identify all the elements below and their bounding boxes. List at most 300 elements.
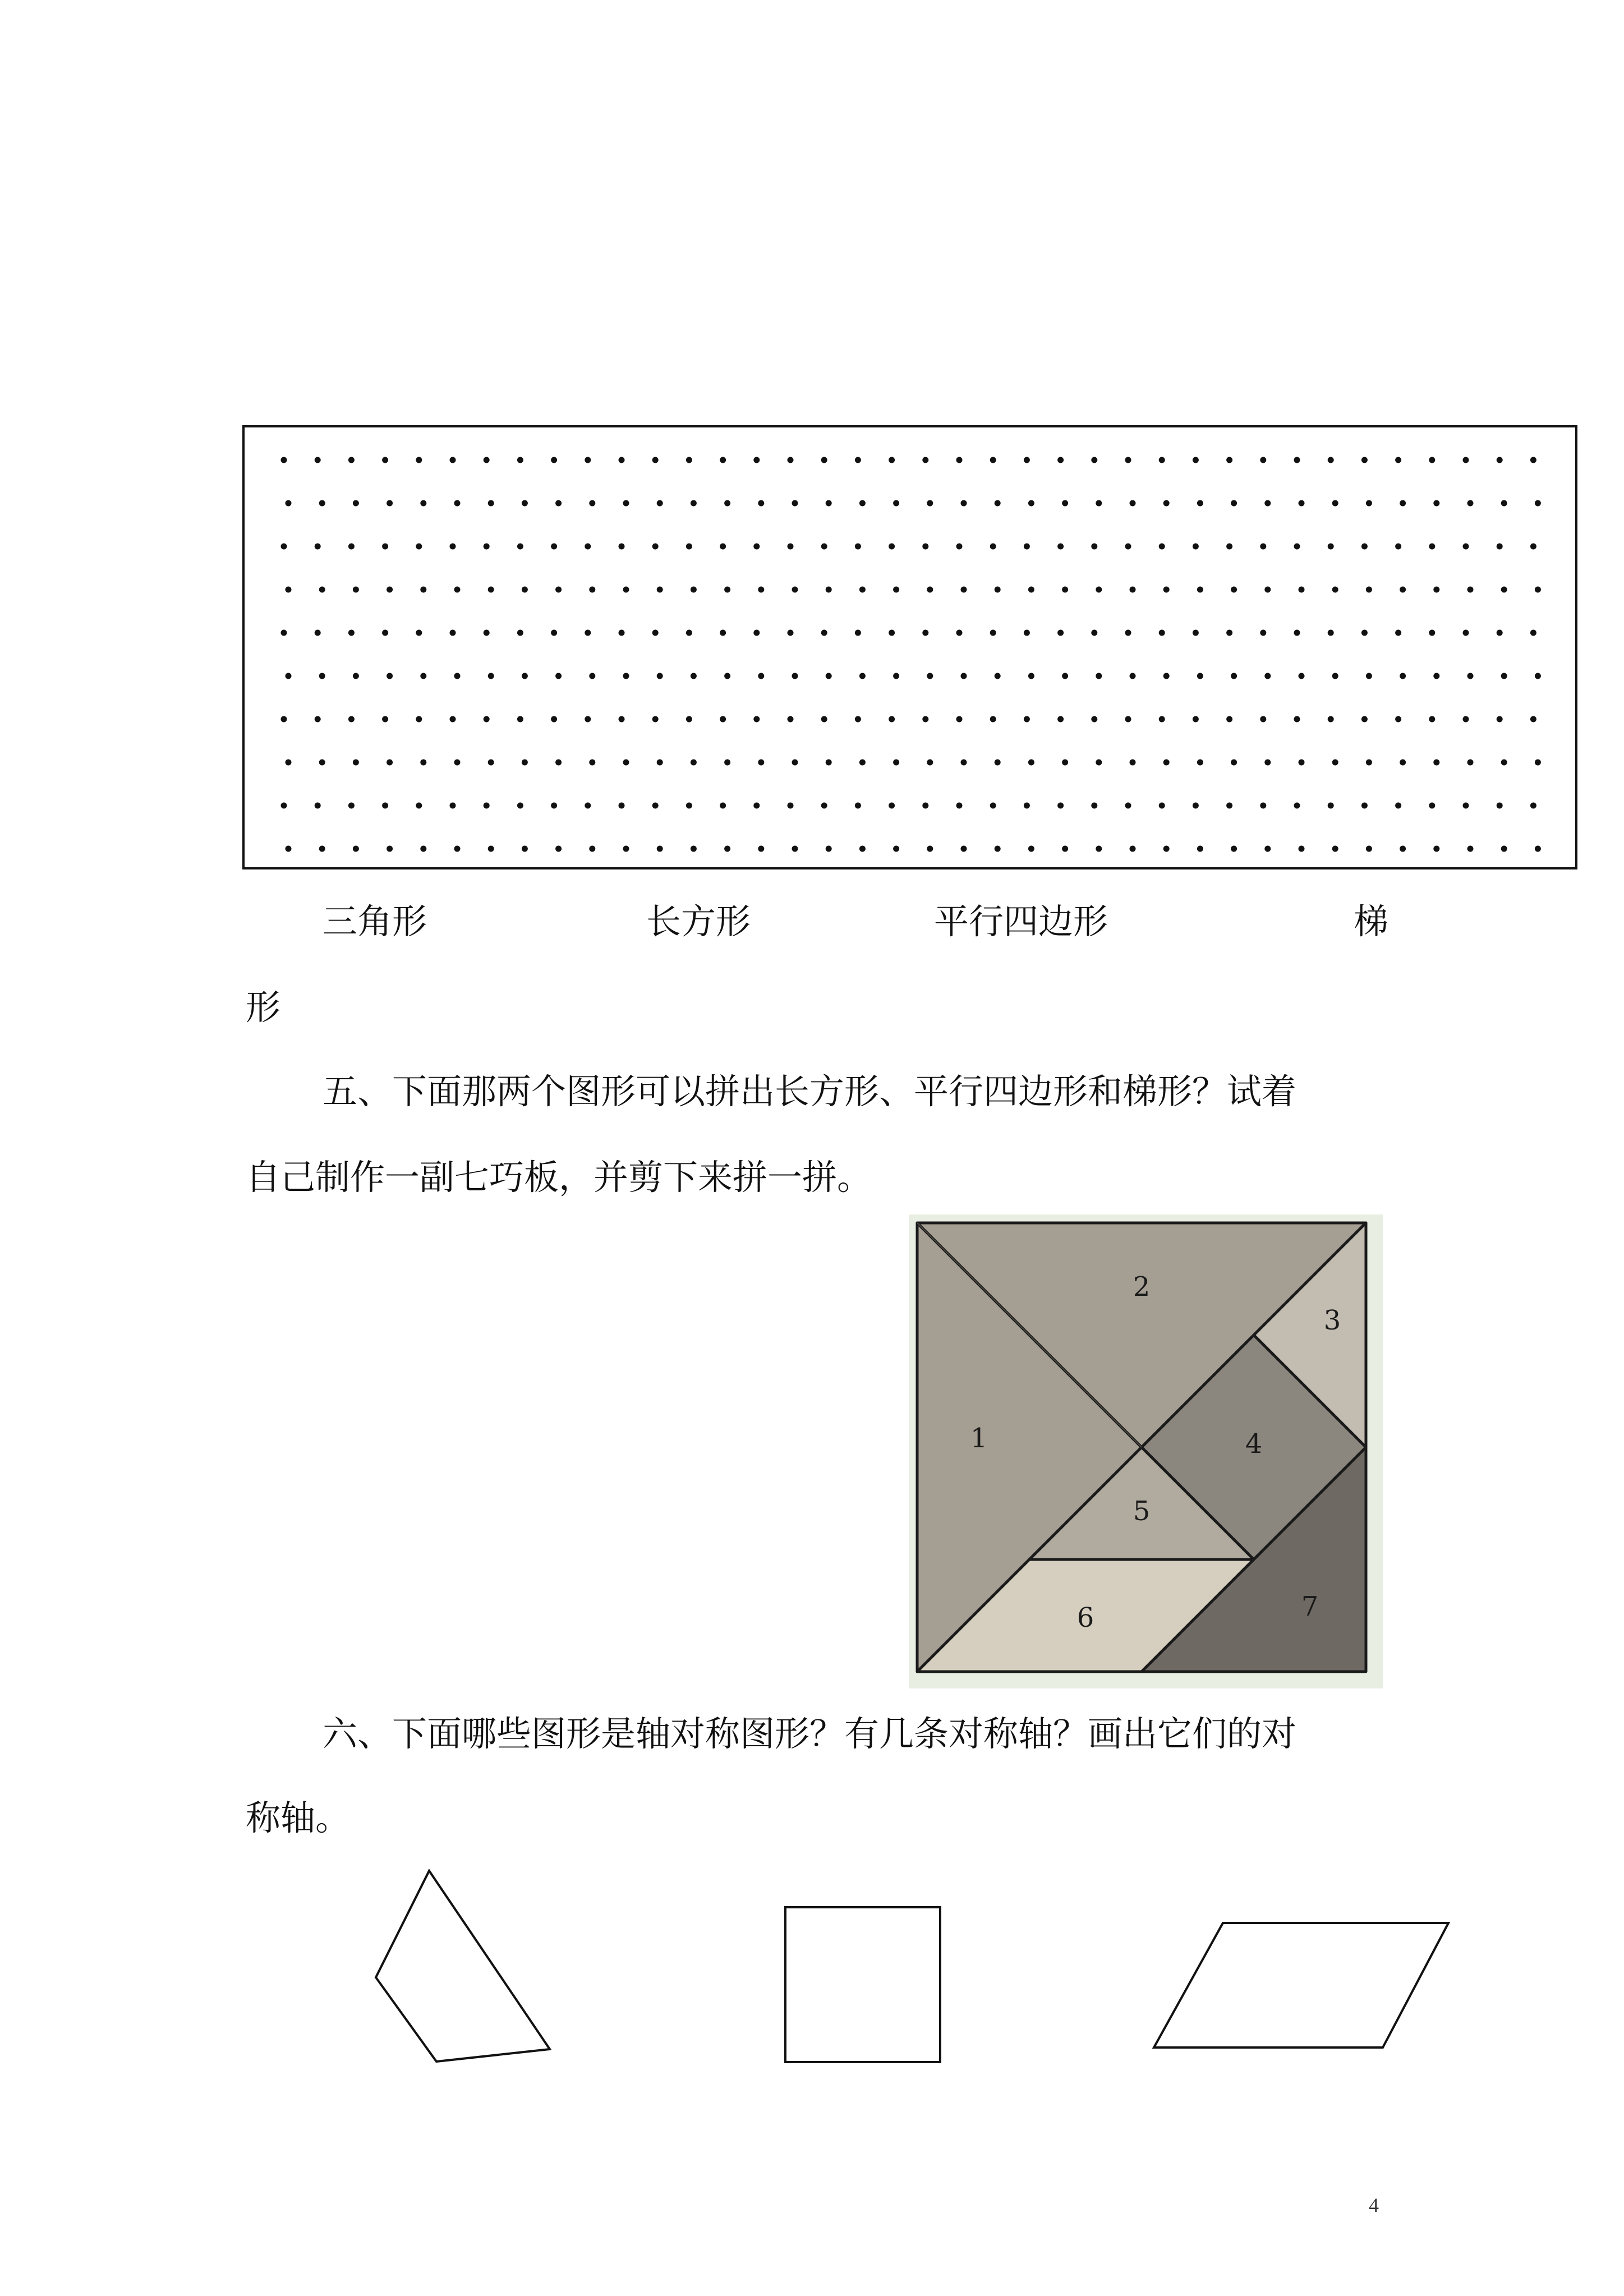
grid-dot — [758, 500, 764, 507]
grid-dot — [657, 760, 663, 766]
grid-dot — [1226, 457, 1232, 463]
grid-dot — [1057, 630, 1064, 636]
grid-dot — [1028, 673, 1034, 679]
grid-dot — [1328, 803, 1334, 809]
grid-dot — [1535, 587, 1541, 593]
grid-dot — [416, 544, 422, 550]
grid-dot — [416, 457, 422, 463]
grid-dot — [623, 846, 629, 852]
grid-dot — [893, 760, 899, 766]
grid-dot — [1231, 587, 1237, 593]
grid-dot — [753, 630, 760, 636]
grid-dot — [758, 587, 764, 593]
grid-dot — [724, 673, 730, 679]
grid-dot — [720, 803, 726, 809]
grid-dot — [1294, 716, 1300, 723]
grid-dot — [859, 587, 866, 593]
grid-dot — [1260, 803, 1266, 809]
grid-dot — [652, 544, 659, 550]
grid-dot — [585, 457, 591, 463]
grid-dot — [522, 760, 528, 766]
grid-dot — [1130, 673, 1136, 679]
grid-dot — [551, 630, 557, 636]
grid-dot — [1226, 716, 1232, 723]
grid-dot — [420, 587, 426, 593]
grid-dot — [1264, 673, 1271, 679]
grid-dot — [1096, 587, 1102, 593]
tangram-label-1: 1 — [970, 1423, 988, 1454]
grid-dot — [1062, 846, 1068, 852]
grid-dot — [1294, 457, 1300, 463]
grid-dot — [450, 630, 456, 636]
grid-dot — [585, 544, 591, 550]
grid-dot — [1429, 630, 1435, 636]
dot-grid-drawing-area[interactable] — [242, 425, 1577, 869]
grid-dot — [1535, 760, 1541, 766]
grid-dot — [652, 803, 659, 809]
grid-dot — [1400, 673, 1406, 679]
grid-dot — [956, 457, 963, 463]
grid-dot — [1130, 846, 1136, 852]
grid-dot — [1096, 760, 1102, 766]
grid-dot — [1163, 760, 1170, 766]
grid-dot — [286, 846, 292, 852]
section6-line1: 六、下面哪些图形是轴对称图形？有几条对称轴？画出它们的对 — [323, 1713, 1297, 1754]
grid-dot — [1429, 544, 1435, 550]
grid-dot — [1024, 630, 1030, 636]
grid-dot — [1231, 500, 1237, 507]
grid-dot — [387, 673, 393, 679]
grid-dot — [522, 846, 528, 852]
grid-dot — [1231, 760, 1237, 766]
grid-dot — [1260, 716, 1266, 723]
grid-dot — [788, 457, 794, 463]
grid-dot — [522, 587, 528, 593]
grid-dot — [1395, 457, 1401, 463]
grid-dot — [348, 544, 355, 550]
grid-dot — [1096, 673, 1102, 679]
grid-dot — [1130, 587, 1136, 593]
grid-dot — [995, 760, 1001, 766]
grid-dot — [1024, 803, 1030, 809]
grid-dot — [1260, 630, 1266, 636]
grid-dot — [319, 760, 325, 766]
grid-dot — [484, 803, 490, 809]
label-parallelogram: 平行四边形 — [934, 901, 1108, 942]
grid-dot — [1294, 630, 1300, 636]
grid-dot — [1395, 716, 1401, 723]
grid-dot — [484, 630, 490, 636]
grid-dot — [859, 673, 866, 679]
grid-dot — [1467, 673, 1474, 679]
grid-dot — [1024, 716, 1030, 723]
grid-dot — [416, 716, 422, 723]
grid-dot — [555, 760, 562, 766]
grid-dot — [753, 803, 760, 809]
grid-dot — [382, 803, 388, 809]
grid-dot — [1332, 500, 1338, 507]
grid-dot — [1366, 760, 1372, 766]
grid-dot — [1024, 544, 1030, 550]
kite-quadrilateral-shape[interactable] — [376, 1871, 550, 2062]
tangram-figure — [909, 1214, 1383, 1688]
grid-dot — [1332, 673, 1338, 679]
grid-dot — [855, 457, 861, 463]
grid-dot — [855, 544, 861, 550]
grid-dot — [286, 500, 292, 507]
grid-dot — [1264, 846, 1271, 852]
grid-dot — [720, 716, 726, 723]
grid-dot — [1433, 846, 1439, 852]
grid-dot — [1226, 803, 1232, 809]
grid-dot — [454, 673, 461, 679]
grid-dot — [387, 846, 393, 852]
grid-dot — [1057, 803, 1064, 809]
grid-dot — [1163, 673, 1170, 679]
grid-dot — [1395, 544, 1401, 550]
grid-dot — [353, 500, 359, 507]
grid-dot — [623, 760, 629, 766]
grid-dot — [315, 630, 321, 636]
grid-dot — [1130, 500, 1136, 507]
grid-dot — [686, 544, 692, 550]
grid-dot — [1231, 846, 1237, 852]
grid-dot — [619, 457, 625, 463]
grid-dot — [315, 544, 321, 550]
grid-dot — [348, 457, 355, 463]
grid-dot — [1028, 760, 1034, 766]
grid-dot — [517, 630, 523, 636]
grid-dot — [821, 544, 827, 550]
grid-dot — [893, 673, 899, 679]
grid-dot — [1497, 630, 1503, 636]
grid-dot — [420, 760, 426, 766]
grid-dot — [522, 500, 528, 507]
grid-dot — [555, 587, 562, 593]
grid-dot — [1433, 587, 1439, 593]
grid-dot — [1361, 544, 1368, 550]
grid-dot — [420, 500, 426, 507]
grid-dot — [1159, 803, 1165, 809]
grid-dot — [652, 630, 659, 636]
grid-dot — [1264, 587, 1271, 593]
grid-dot — [589, 500, 595, 507]
grid-dot — [956, 716, 963, 723]
grid-dot — [889, 457, 895, 463]
grid-dot — [990, 457, 996, 463]
grid-dot — [286, 673, 292, 679]
grid-dot — [1463, 716, 1469, 723]
grid-dot — [686, 457, 692, 463]
grid-dot — [551, 803, 557, 809]
parallelogram-shape[interactable] — [1154, 1923, 1448, 2047]
grid-dot — [551, 544, 557, 550]
grid-dot — [488, 587, 494, 593]
grid-dot — [623, 500, 629, 507]
grid-dot — [956, 630, 963, 636]
grid-dot — [657, 673, 663, 679]
grid-dot — [382, 457, 388, 463]
grid-dot — [522, 673, 528, 679]
grid-dot — [855, 716, 861, 723]
grid-dot — [450, 457, 456, 463]
grid-dot — [348, 716, 355, 723]
grid-dot — [585, 716, 591, 723]
grid-dot — [1366, 500, 1372, 507]
grid-dot — [1463, 457, 1469, 463]
grid-dot — [450, 803, 456, 809]
grid-dot — [792, 500, 798, 507]
grid-dot — [753, 544, 760, 550]
grid-dot — [961, 500, 967, 507]
grid-dot — [657, 846, 663, 852]
grid-dot — [517, 803, 523, 809]
grid-dot — [1463, 544, 1469, 550]
grid-dot — [1497, 457, 1503, 463]
grid-dot — [1057, 544, 1064, 550]
grid-dot — [551, 716, 557, 723]
grid-dot — [387, 500, 393, 507]
grid-dot — [1024, 457, 1030, 463]
grid-dot — [1535, 673, 1541, 679]
grid-dot — [1366, 846, 1372, 852]
grid-dot — [1433, 500, 1439, 507]
grid-dot — [826, 846, 832, 852]
grid-dot — [821, 630, 827, 636]
grid-dot — [1328, 630, 1334, 636]
grid-dot — [686, 630, 692, 636]
symmetry-shapes — [0, 1851, 1624, 2120]
grid-dot — [855, 630, 861, 636]
grid-dot — [922, 803, 928, 809]
grid-dot — [753, 716, 760, 723]
grid-dot — [859, 760, 866, 766]
grid-dot — [788, 630, 794, 636]
square-shape[interactable] — [785, 1907, 940, 2062]
grid-dot — [1096, 500, 1102, 507]
grid-dot — [420, 846, 426, 852]
grid-dot — [319, 587, 325, 593]
grid-dot — [1028, 587, 1034, 593]
grid-dot — [922, 544, 928, 550]
grid-dot — [893, 500, 899, 507]
tangram-label-5: 5 — [1133, 1496, 1151, 1527]
grid-dot — [484, 544, 490, 550]
grid-dot — [758, 760, 764, 766]
grid-dot — [720, 457, 726, 463]
grid-dot — [454, 500, 461, 507]
grid-dot — [724, 760, 730, 766]
grid-dot — [1501, 500, 1507, 507]
grid-dot — [1193, 630, 1199, 636]
grid-dot — [859, 500, 866, 507]
grid-dot — [961, 587, 967, 593]
grid-dot — [1395, 630, 1401, 636]
grid-dot — [1497, 716, 1503, 723]
grid-dot — [855, 803, 861, 809]
grid-dot — [1463, 803, 1469, 809]
label-trapezoid-part2: 形 — [246, 987, 281, 1028]
grid-dot — [995, 673, 1001, 679]
grid-dot — [1433, 673, 1439, 679]
grid-dot — [1429, 716, 1435, 723]
grid-dot — [724, 846, 730, 852]
grid-dot — [859, 846, 866, 852]
grid-dot — [1062, 673, 1068, 679]
grid-dot — [1057, 457, 1064, 463]
tangram-label-7: 7 — [1301, 1591, 1319, 1622]
grid-dot — [792, 587, 798, 593]
grid-dot — [1332, 760, 1338, 766]
grid-dot — [788, 544, 794, 550]
grid-dot — [1163, 846, 1170, 852]
grid-dot — [488, 500, 494, 507]
grid-dot — [1057, 716, 1064, 723]
grid-dot — [619, 716, 625, 723]
grid-dot — [792, 846, 798, 852]
grid-dot — [319, 846, 325, 852]
grid-dot — [927, 500, 933, 507]
grid-dot — [420, 673, 426, 679]
grid-dot — [922, 457, 928, 463]
grid-dot — [619, 803, 625, 809]
grid-dot — [1294, 544, 1300, 550]
grid-dot — [961, 760, 967, 766]
grid-dot — [1361, 716, 1368, 723]
grid-dot — [1429, 457, 1435, 463]
grid-dot — [1366, 587, 1372, 593]
grid-dot — [1163, 587, 1170, 593]
grid-dot — [956, 803, 963, 809]
grid-dot — [1299, 760, 1305, 766]
grid-dot — [1125, 457, 1131, 463]
grid-dot — [995, 500, 1001, 507]
grid-dot — [889, 544, 895, 550]
grid-dot — [1231, 673, 1237, 679]
grid-dot — [995, 587, 1001, 593]
grid-dot — [961, 846, 967, 852]
grid-dot — [1400, 846, 1406, 852]
grid-dot — [691, 760, 697, 766]
grid-dot — [1463, 630, 1469, 636]
grid-dot — [1535, 500, 1541, 507]
grid-dot — [1328, 544, 1334, 550]
grid-dot — [922, 630, 928, 636]
grid-dot — [1429, 803, 1435, 809]
grid-dot — [927, 587, 933, 593]
grid-dot — [416, 630, 422, 636]
grid-dot — [450, 544, 456, 550]
grid-dot — [319, 673, 325, 679]
grid-dot — [1193, 457, 1199, 463]
grid-dot — [1530, 630, 1536, 636]
section6-line2: 称轴。 — [246, 1797, 351, 1838]
grid-dot — [1197, 846, 1203, 852]
grid-dot — [691, 587, 697, 593]
grid-dot — [691, 500, 697, 507]
grid-dot — [1328, 716, 1334, 723]
grid-dot — [517, 457, 523, 463]
grid-dot — [387, 587, 393, 593]
grid-dot — [353, 760, 359, 766]
section5-line1: 五、下面那两个图形可以拼出长方形、平行四边形和梯形？试着 — [323, 1071, 1297, 1112]
grid-dot — [555, 846, 562, 852]
grid-dot — [1361, 457, 1368, 463]
grid-dot — [488, 846, 494, 852]
grid-dot — [720, 544, 726, 550]
grid-dot — [1197, 760, 1203, 766]
grid-dot — [990, 803, 996, 809]
grid-dot — [990, 716, 996, 723]
grid-dot — [382, 544, 388, 550]
grid-dot — [555, 673, 562, 679]
grid-dot — [792, 673, 798, 679]
grid-dot — [686, 803, 692, 809]
grid-dot — [1028, 500, 1034, 507]
grid-dot — [1501, 760, 1507, 766]
grid-dot — [1501, 587, 1507, 593]
grid-dot — [1299, 673, 1305, 679]
grid-dot — [589, 587, 595, 593]
grid-dot — [353, 587, 359, 593]
grid-dot — [1193, 544, 1199, 550]
grid-dot — [1197, 500, 1203, 507]
grid-dot — [1497, 544, 1503, 550]
grid-dot — [1530, 457, 1536, 463]
grid-dot — [382, 716, 388, 723]
grid-dot — [1096, 846, 1102, 852]
grid-dot — [589, 846, 595, 852]
grid-dot — [1197, 587, 1203, 593]
grid-dot — [927, 673, 933, 679]
grid-dot — [1193, 803, 1199, 809]
grid-dot — [286, 760, 292, 766]
grid-dot — [1361, 803, 1368, 809]
grid-dot — [353, 673, 359, 679]
grid-dot — [821, 803, 827, 809]
grid-dot — [1299, 500, 1305, 507]
grid-dot — [1530, 544, 1536, 550]
tangram-label-3: 3 — [1323, 1305, 1341, 1336]
grid-dot — [319, 500, 325, 507]
grid-dot — [454, 846, 461, 852]
grid-dot — [1299, 587, 1305, 593]
grid-dot — [555, 500, 562, 507]
grid-dot — [1159, 716, 1165, 723]
grid-dot — [657, 500, 663, 507]
grid-dot — [961, 673, 967, 679]
grid-dot — [353, 846, 359, 852]
grid-dot — [788, 716, 794, 723]
grid-dot — [589, 760, 595, 766]
grid-dot — [1467, 500, 1474, 507]
grid-dot — [821, 457, 827, 463]
grid-dot — [826, 587, 832, 593]
grid-dot — [1400, 500, 1406, 507]
grid-dot — [724, 587, 730, 593]
dot-grid — [245, 427, 1575, 867]
grid-dot — [281, 457, 287, 463]
grid-dot — [382, 630, 388, 636]
grid-dot — [1125, 803, 1131, 809]
grid-dot — [720, 630, 726, 636]
label-rectangle: 长方形 — [646, 901, 751, 942]
grid-dot — [454, 587, 461, 593]
grid-dot — [956, 544, 963, 550]
grid-dot — [1125, 630, 1131, 636]
grid-dot — [1530, 716, 1536, 723]
grid-dot — [1197, 673, 1203, 679]
